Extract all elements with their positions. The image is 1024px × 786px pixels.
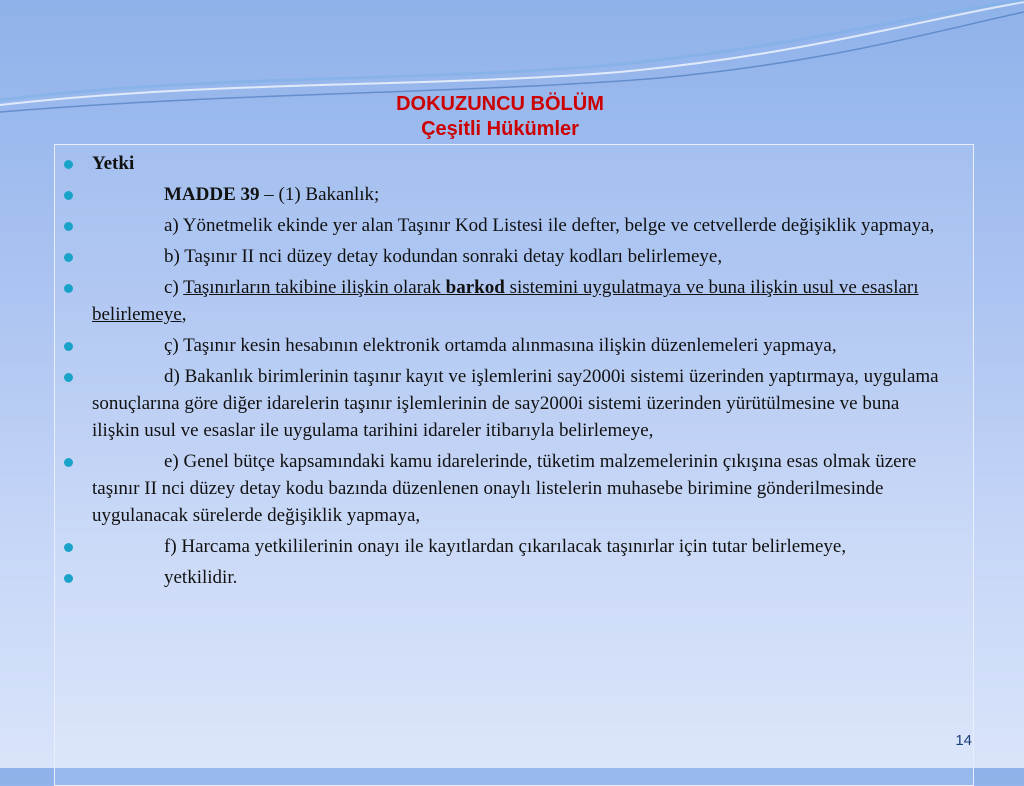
list-item	[64, 181, 944, 208]
item-c-prefix: c)	[164, 277, 184, 298]
slide-title	[0, 92, 1000, 142]
list-item	[64, 274, 944, 328]
madde-text: – (1) Bakanlık;	[259, 184, 380, 205]
list-item	[64, 533, 944, 560]
bullet-icon	[64, 458, 73, 467]
item-d: d) Bakanlık birimlerinin taşınır kayıt ve işlemlerini say2000i sistemi üzerinden yaptırmaya, uygulama sonuçlarına göre diğer idarelerin taşınır işlemlerinin de say2000i sistemi üzerinden yürütülmesine ve buna ilişkin usul ve esaslar ile uygulama tarihini idareler itibarıyla belirlemeye,	[92, 366, 939, 441]
item-yetki: Yetki	[92, 153, 135, 174]
item-c-suffix: ,	[181, 304, 187, 325]
list-item	[64, 212, 944, 239]
list-item	[64, 332, 944, 359]
list-item	[64, 564, 944, 591]
item-c-barkod: barkod	[445, 277, 505, 298]
list-item	[64, 448, 944, 529]
bullet-icon	[64, 373, 73, 382]
item-cc: ç) Taşınır kesin hesabının elektronik ortamda alınmasına ilişkin düzenlemeleri yapmaya,	[164, 335, 837, 356]
page-number: 14	[955, 732, 972, 749]
item-c-underlined-1: Taşınırların takibine ilişkin olarak	[183, 277, 446, 298]
bullet-icon	[64, 284, 73, 293]
madde-label: MADDE 39	[164, 184, 260, 205]
bullet-icon	[64, 253, 73, 262]
bullet-icon	[64, 222, 73, 231]
list-item	[64, 243, 944, 270]
item-end: yetkilidir.	[164, 567, 238, 588]
bullet-icon	[64, 543, 73, 552]
list-item	[64, 150, 944, 177]
item-e: e) Genel bütçe kapsamındaki kamu idarelerinde, tüketim malzemelerinin çıkışına esas olmak üzere taşınır II nci düzey detay kodu bazında düzenlenen onaylı listelerin muhasebe birimine gönderilmesinde uygulanacak sürelerde değişiklik yapmaya,	[92, 451, 917, 526]
item-c-underlined-2: sistemini uygulatmaya ve buna ilişkin usul ve esasları belirlemeye	[92, 277, 919, 325]
item-f: f) Harcama yetkililerinin onayı ile kayıtlardan çıkarılacak taşınırlar için tutar belirlemeye,	[164, 536, 847, 557]
item-a: a) Yönetmelik ekinde yer alan Taşınır Kod Listesi ile defter, belge ve cetvellerde değişiklik yapmaya,	[164, 215, 935, 236]
bullet-list	[64, 150, 944, 595]
list-item	[64, 363, 944, 444]
bullet-icon	[64, 191, 73, 200]
title-line-1: DOKUZUNCU BÖLÜM	[396, 93, 604, 115]
bullet-icon	[64, 160, 73, 169]
bullet-icon	[64, 574, 73, 583]
title-line-2: Çeşitli Hükümler	[421, 118, 579, 140]
item-b: b) Taşınır II nci düzey detay kodundan sonraki detay kodları belirlemeye,	[164, 246, 723, 267]
bullet-icon	[64, 342, 73, 351]
